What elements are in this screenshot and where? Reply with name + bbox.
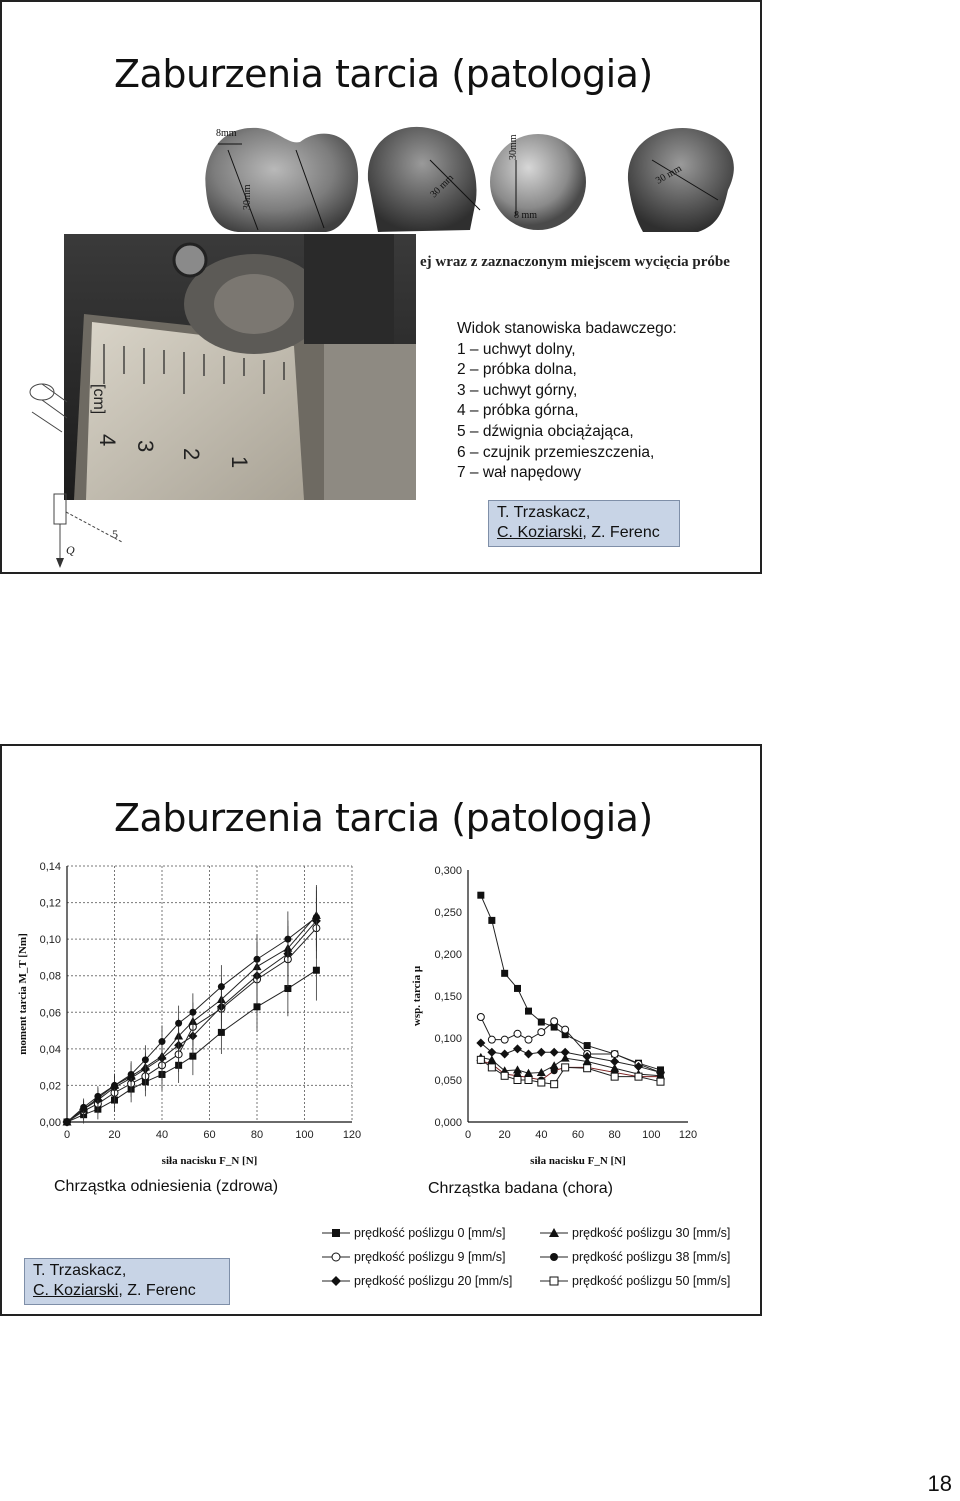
x-tick-label: 100 (295, 1129, 314, 1141)
bone-label: 8 mm (514, 210, 538, 221)
page-number: 18 (927, 1471, 952, 1496)
legend-item (322, 1250, 505, 1264)
description-line: 3 – uchwyt górny, (457, 381, 578, 399)
y-tick-label: 0,050 (434, 1075, 462, 1087)
data-point (313, 967, 320, 974)
data-point (501, 1072, 508, 1079)
y-tick-label: 0,300 (434, 865, 462, 877)
data-point (561, 1054, 570, 1062)
x-tick-label: 120 (678, 1129, 698, 1141)
data-point (501, 1036, 508, 1043)
authors-line-2: , Z. Ferenc (582, 524, 660, 541)
data-point (562, 1026, 569, 1033)
slide-1 (0, 0, 762, 574)
bone-specimens-photo (198, 120, 758, 240)
data-point (635, 1073, 642, 1080)
author-link[interactable]: C. Koziarski (497, 524, 583, 541)
y-tick-label: 0,14 (39, 861, 61, 873)
ruler-digit: 4 (95, 434, 120, 447)
legend-label: prędkość poślizgu 20 [mm/s] (354, 1274, 513, 1288)
y-tick-label: 0,150 (434, 991, 462, 1003)
data-point (551, 1081, 558, 1088)
series-line (481, 1017, 661, 1072)
legend-item (540, 1226, 730, 1240)
ruler-digit: 2 (179, 448, 204, 461)
y-tick-label: 0,06 (39, 1007, 61, 1020)
data-point (550, 1048, 559, 1057)
bone-label: 30 mm (428, 172, 456, 201)
description-line: Widok stanowiska badawczego: (457, 320, 677, 337)
description-line: 5 – dźwignia obciążająca, (457, 422, 634, 440)
authors-line-1: T. Trzaskacz, (497, 504, 591, 521)
series-diamond-filled (63, 891, 321, 1127)
series-line (481, 895, 661, 1070)
data-point (538, 1079, 545, 1086)
data-point (537, 1048, 546, 1057)
x-tick-label: 100 (642, 1129, 661, 1141)
x-tick-label: 120 (342, 1129, 362, 1141)
ruler-digit: 1 (227, 456, 252, 469)
legend-item (322, 1274, 512, 1288)
data-point (254, 956, 261, 963)
bone-label: 30mm (508, 134, 519, 160)
ruler-label: [cm] (90, 384, 107, 415)
data-point (611, 1073, 618, 1080)
data-point (218, 983, 225, 990)
data-point (128, 1071, 135, 1078)
data-point (284, 936, 291, 943)
author-link[interactable]: C. Koziarski (33, 1282, 119, 1299)
series-star-filled (64, 887, 320, 1126)
rig-description (457, 319, 677, 484)
data-point (584, 1065, 591, 1072)
description-line: 6 – czujnik przemieszczenia, (457, 443, 655, 461)
y-axis-label: moment tarcia M_T [Nm] (17, 933, 29, 1055)
data-point (477, 1014, 484, 1021)
data-point (525, 1008, 532, 1015)
data-point (562, 1064, 569, 1071)
x-tick-label: 80 (250, 1129, 264, 1141)
y-tick-label: 0,000 (434, 1117, 462, 1129)
x-tick-label: 40 (535, 1129, 548, 1141)
y-tick-label: 0,04 (39, 1043, 61, 1056)
data-point (111, 1082, 118, 1089)
data-point (488, 1036, 495, 1043)
bone-label: 8mm (216, 128, 237, 139)
data-point (538, 1029, 545, 1036)
ruler-digit: 3 (133, 440, 158, 453)
data-point (94, 1093, 101, 1100)
data-point (525, 1036, 532, 1043)
slide-1-title: Zaburzenia tarcia (patologia) (114, 52, 653, 96)
data-point (189, 1009, 196, 1016)
x-tick-label: 60 (571, 1129, 585, 1141)
authors-box (488, 500, 680, 547)
data-point (142, 1056, 149, 1063)
x-tick-label: 20 (498, 1129, 511, 1141)
data-point (488, 1064, 495, 1071)
slide-2-title: Zaburzenia tarcia (patologia) (114, 796, 653, 840)
data-point (159, 1038, 166, 1045)
data-point (477, 1056, 484, 1063)
y-axis-label: wsp. tarcia μ (411, 965, 423, 1027)
legend-item (540, 1250, 730, 1264)
data-point (501, 970, 508, 977)
legend-label: prędkość poślizgu 9 [mm/s] (354, 1250, 506, 1264)
series-square-filled (64, 940, 320, 1126)
authors-box (24, 1258, 230, 1305)
data-point (513, 1065, 522, 1073)
data-point (551, 1018, 558, 1025)
y-tick-label: 0,250 (434, 907, 462, 919)
photo-caption-strip: ej wraz z zaznaczonym miejscem wycięcia próbe (420, 254, 730, 270)
bone-label: 30mm (242, 184, 253, 210)
legend-label: prędkość poślizgu 30 [mm/s] (572, 1226, 731, 1240)
sketch-label-q: Q (66, 543, 75, 557)
legend-item (540, 1274, 730, 1288)
data-point (254, 1003, 261, 1010)
legend-label: prędkość poślizgu 0 [mm/s] (354, 1226, 506, 1240)
data-point (525, 1077, 532, 1084)
sketch-label-5: 5 (112, 527, 118, 541)
authors-line-2: , Z. Ferenc (118, 1282, 196, 1299)
description-line: 7 – wał napędowy (457, 464, 582, 482)
y-tick-label: 0,12 (39, 897, 61, 910)
friction-moment-chart (12, 856, 372, 1176)
x-tick-label: 0 (63, 1129, 71, 1141)
x-axis-label: siła nacisku F_N [N] (530, 1155, 626, 1167)
caption-healthy: Chrząstka odniesienia (zdrowa) (54, 1178, 279, 1195)
data-point (313, 914, 320, 921)
bone-label: 30 mm (654, 163, 684, 187)
x-tick-label: 20 (108, 1129, 121, 1141)
description-line: 4 – próbka górna, (457, 402, 579, 420)
caption-diseased: Chrząstka badana (chora) (428, 1180, 613, 1197)
data-point (538, 1019, 545, 1026)
data-point (514, 985, 521, 992)
data-point (64, 1119, 71, 1126)
data-point (500, 1049, 509, 1058)
legend-label: prędkość poślizgu 38 [mm/s] (572, 1250, 731, 1264)
series-line (67, 915, 316, 1122)
data-point (524, 1049, 533, 1058)
data-point (513, 1044, 522, 1053)
y-tick-label: 0,10 (39, 934, 61, 947)
data-point (551, 1067, 558, 1074)
legend-item (322, 1226, 505, 1240)
y-tick-label: 0,00 (39, 1117, 61, 1129)
lever-sketch (22, 372, 122, 572)
x-tick-label: 0 (464, 1129, 472, 1141)
data-point (537, 1068, 546, 1076)
friction-coefficient-chart (406, 856, 706, 1176)
data-point (514, 1030, 521, 1037)
data-point (611, 1050, 618, 1057)
x-tick-label: 80 (608, 1129, 621, 1141)
y-tick-label: 0,02 (39, 1080, 61, 1093)
y-tick-label: 0,08 (39, 970, 61, 983)
description-line: 2 – próbka dolna, (457, 361, 577, 379)
data-point (477, 892, 484, 899)
data-point (657, 1078, 664, 1085)
x-tick-label: 60 (203, 1129, 216, 1141)
x-axis-label: siła nacisku F_N [N] (161, 1155, 258, 1167)
data-point (488, 917, 495, 924)
slide-2 (0, 744, 762, 1316)
y-tick-label: 0,200 (434, 949, 462, 961)
chart-legend (322, 1222, 742, 1312)
description-line: 1 – uchwyt dolny, (457, 340, 576, 358)
y-tick-label: 0,100 (434, 1033, 462, 1045)
series-triangle-filled (63, 885, 321, 1125)
data-point (514, 1077, 521, 1084)
legend-label: prędkość poślizgu 50 [mm/s] (572, 1274, 731, 1288)
data-point (80, 1104, 87, 1111)
x-tick-label: 40 (155, 1129, 169, 1141)
data-point (584, 1042, 591, 1049)
series-square-filled (477, 892, 664, 1074)
data-point (175, 1020, 182, 1027)
authors-line-1: T. Trzaskacz, (33, 1262, 127, 1279)
